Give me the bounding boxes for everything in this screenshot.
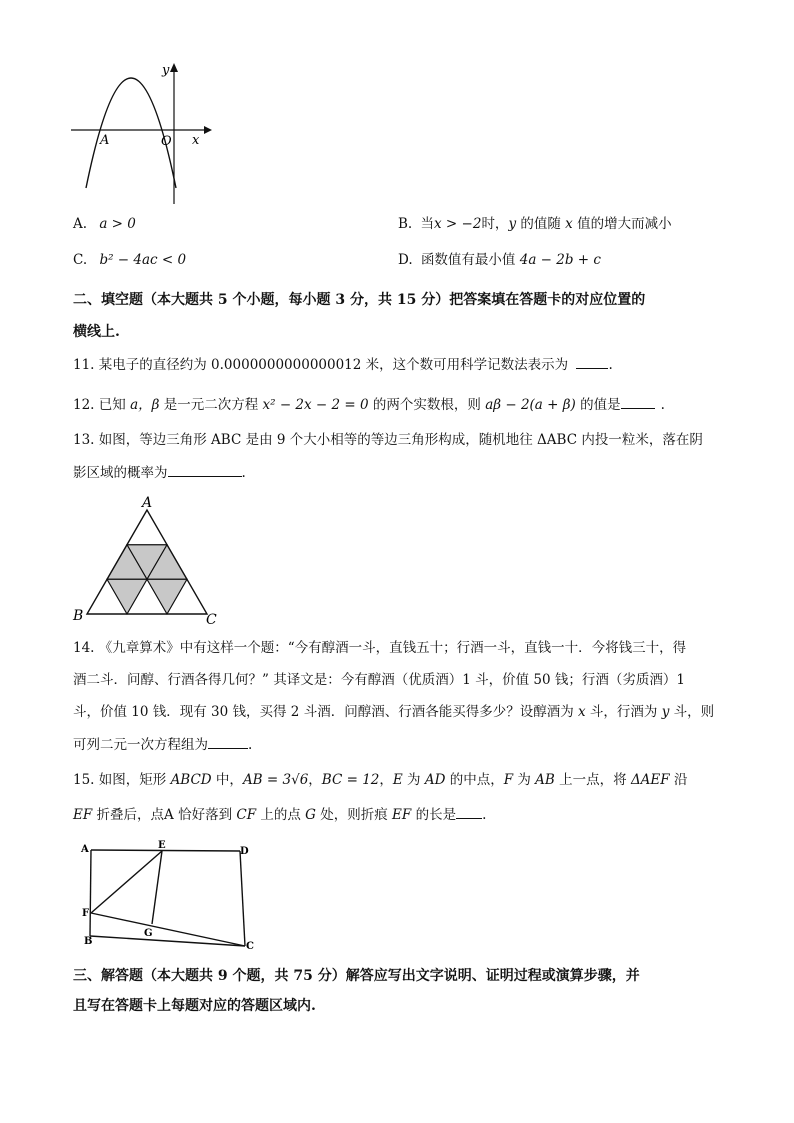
option-c-expr: b² − 4ac < 0 (99, 252, 187, 268)
q14-var-y: y (661, 704, 670, 720)
q15-t2c: 处，则折痕 (315, 807, 393, 823)
question-13-line1: 13. 如图，等边三角形 ABC 是由 9 个大小相等的等边三角形构成，随机地往 ΔABC 内投一粒米，落在阴 (73, 432, 703, 448)
rect-label-F: F (82, 908, 90, 919)
option-b-text2: 时， (481, 216, 509, 232)
option-d (398, 250, 601, 270)
q15-t1b: 中， (211, 772, 243, 788)
q14-text3b: 斗，行酒为 (585, 704, 662, 720)
q15-t2a: 折叠后，点A 恰好落到 (92, 807, 237, 823)
edge-AB (90, 850, 91, 936)
q15-t1g: 上一点，将 (554, 772, 631, 788)
option-b-letter: B. (398, 216, 413, 232)
rectangle-fold-figure (74, 836, 264, 954)
question-13-line2 (73, 462, 246, 483)
q15-ef2: EF (392, 807, 412, 823)
q12-text4: 的值是 (575, 397, 621, 413)
question-12 (73, 394, 665, 415)
option-c (73, 250, 186, 270)
q12-equation: x² − 2x − 2 = 0 (262, 397, 369, 413)
q13-end: . (241, 465, 246, 481)
x-axis-arrow (204, 126, 212, 134)
segment-EG (152, 851, 162, 924)
option-b-expr: x > −2 (434, 216, 482, 232)
q15-f: F (503, 772, 514, 788)
rect-label-B: B (84, 936, 93, 947)
q14-text3a: 斗，价值 10 钱．现有 30 钱，买得 2 斗酒．问醇酒、行酒各能买得多少？设醇酒为 (73, 704, 578, 720)
option-d-text1: 函数值有最小值 (420, 252, 520, 268)
q14-answer-blank[interactable] (208, 734, 248, 749)
q14-text3c: 斗，则 (669, 704, 715, 720)
q15-end: . (482, 807, 487, 823)
question-14-line1: 14. 《九章算术》中有这样一个题：“今有醇酒一斗，直钱五十；行酒一斗，直钱一十．今将钱三十，得 (73, 640, 687, 656)
label-y: y (162, 63, 170, 78)
label-O: O (161, 134, 172, 149)
shaded-tri-5 (147, 579, 187, 614)
rect-label-A: A (81, 844, 89, 855)
question-14-line3 (73, 702, 714, 722)
q12-text2: 是一元二次方程 (159, 397, 263, 413)
q13-answer-blank[interactable] (168, 462, 242, 477)
q12-text3: 的两个实数根，则 (368, 397, 486, 413)
q14-text4: 可列二元一次方程组为 (73, 737, 208, 753)
option-c-letter: C. (73, 252, 88, 268)
question-14-line2: 酒二斗．问醇、行酒各得几何？” 其译文是：今有醇酒（优质酒）1 斗，价值 50 钱；行酒（劣质酒）1 (73, 672, 685, 688)
option-b-text3: 的值随 (516, 216, 566, 232)
q12-answer-blank[interactable] (621, 394, 655, 409)
q14-end: . (248, 737, 253, 753)
edge-DC (240, 851, 245, 946)
q12-text1: 12. 已知 (73, 397, 131, 413)
q15-ef: EF (73, 807, 93, 823)
section2-heading-line1: 二、填空题（本大题共 5 个小题，每小题 3 分，共 15 分）把答案填在答题卡的对应位置的 (73, 292, 646, 308)
option-a-expr: a > 0 (99, 216, 136, 232)
y-axis-arrow (170, 63, 178, 72)
section2-heading-line2: 横线上. (73, 324, 120, 340)
q15-sep: ， (308, 772, 322, 788)
q15-ad: AD (424, 772, 446, 788)
question-15-line1 (73, 770, 687, 790)
q12-expression: aβ − 2(a + β) (485, 397, 576, 413)
q11-text: 11. 某电子的直径约为 0.0000000000000012 米，这个数可用科学记数法表示为 (73, 357, 569, 373)
rect-label-E: E (158, 840, 166, 851)
q15-answer-blank[interactable] (456, 804, 482, 819)
section3-heading-line1: 三、解答题（本大题共 9 个题，共 75 分）解答应写出文字说明、证明过程或演算步骤，并 (73, 968, 640, 984)
q11-end: . (608, 357, 613, 373)
q15-t2d: 的长是 (411, 807, 457, 823)
option-b-var1: y (508, 216, 517, 232)
q15-ab: AB = 3√6 (242, 772, 309, 788)
rect-label-G: G (144, 928, 153, 939)
triangle-figure (70, 492, 230, 628)
rect-label-D: D (240, 846, 249, 857)
q11-answer-blank[interactable] (576, 354, 608, 369)
label-x: x (192, 133, 200, 148)
q15-cf: CF (236, 807, 257, 823)
question-15-line2 (73, 804, 486, 825)
q15-ab2: AB (535, 772, 555, 788)
q15-g: G (305, 807, 316, 823)
q13-text: 影区域的概率为 (73, 465, 168, 481)
q15-t2b: 上的点 (256, 807, 306, 823)
q15-e: E (392, 772, 403, 788)
question-11 (73, 354, 613, 375)
tri-label-A: A (142, 495, 153, 511)
label-A: A (100, 133, 110, 148)
question-14-line4 (73, 734, 252, 755)
rect-label-C: C (246, 941, 254, 952)
option-a (73, 214, 136, 234)
q15-t1h: 沿 (669, 772, 688, 788)
tri-label-C: C (206, 612, 217, 628)
q12-vars: a，β (130, 397, 160, 413)
q15-bc: BC = 12 (321, 772, 380, 788)
option-b (398, 214, 672, 234)
option-a-letter: A. (73, 216, 88, 232)
q15-aef: ΔAEF (630, 772, 670, 788)
option-b-var2: x (565, 216, 573, 232)
parabola-graph (66, 58, 216, 208)
segment-EF (91, 851, 162, 913)
option-d-letter: D. (398, 252, 413, 268)
option-b-text4: 值的增大而减小 (572, 216, 672, 232)
q15-t1a: 15. 如图，矩形 (73, 772, 171, 788)
section3-heading-line2: 且写在答题卡上每题对应的答题区域内. (73, 998, 316, 1014)
shaded-tri-4 (107, 579, 147, 614)
q15-t1c: ， (379, 772, 393, 788)
q15-t1e: 的中点， (445, 772, 504, 788)
q15-t1d: 为 (402, 772, 425, 788)
q15-abcd: ABCD (170, 772, 212, 788)
option-d-expr: 4a − 2b + c (519, 252, 601, 268)
q15-t1f: 为 (513, 772, 536, 788)
option-b-text1: 当 (420, 216, 435, 232)
q14-var-x: x (577, 704, 586, 720)
tri-label-B: B (73, 608, 84, 624)
q12-end: . (660, 397, 665, 413)
